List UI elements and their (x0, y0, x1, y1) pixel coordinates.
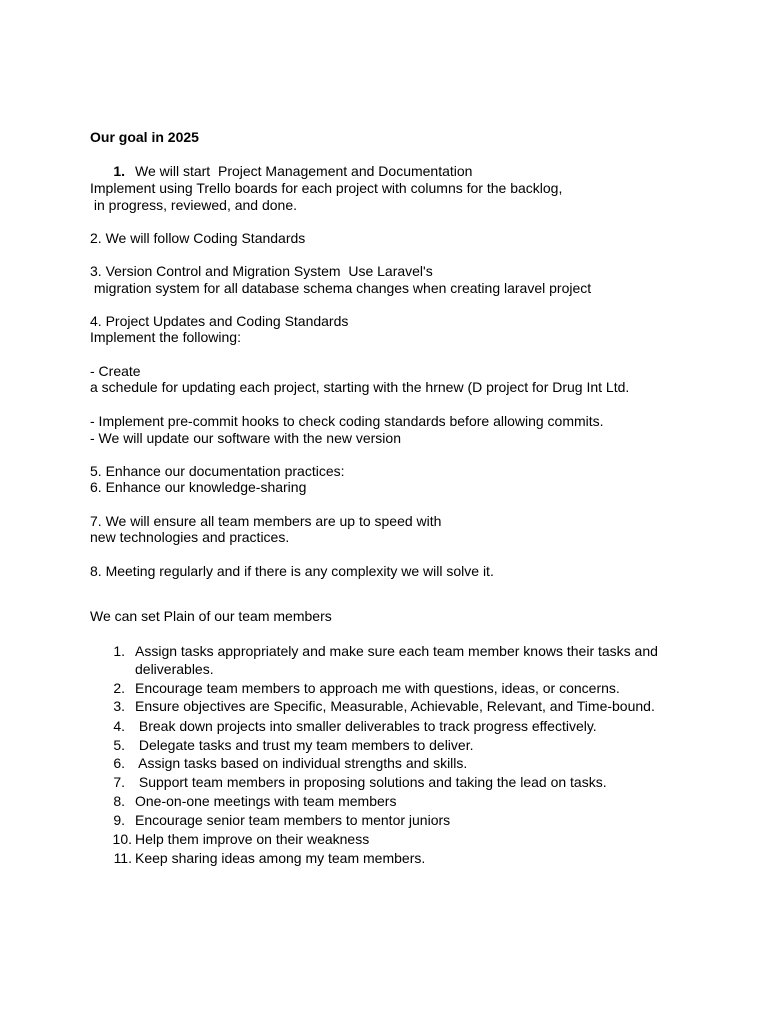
team-item-7: Support team members in proposing solutions and taking the lead on tasks. (135, 774, 607, 790)
goal-7-line-1: 7. We will ensure all team members are up to speed with (90, 513, 442, 529)
goal-4-bullet-1-line-1: - Create (90, 363, 141, 379)
team-item-10: Help them improve on their weakness (135, 831, 370, 847)
goal-1-number: 1. (113, 163, 125, 179)
goal-1-title: We will start Project Management and Documentation (135, 163, 473, 179)
team-item-6-number: 6. (113, 755, 125, 771)
team-item-2-number: 2. (113, 680, 125, 696)
goal-7-line-2: new technologies and practices. (90, 529, 290, 545)
goal-6: 6. Enhance our knowledge-sharing (90, 479, 307, 495)
goal-4-bullet-2: - Implement pre-commit hooks to check coding standards before allowing commits. (90, 413, 604, 429)
goal-1-line-1: Implement using Trello boards for each project with columns for the backlog, (90, 180, 563, 196)
team-item-1-line-2: deliverables. (135, 661, 214, 677)
team-item-11-number: 11. (113, 850, 132, 866)
goal-2: 2. We will follow Coding Standards (90, 230, 306, 246)
goal-1-line-2: in progress, reviewed, and done. (90, 197, 298, 213)
goal-4-line-1: 4. Project Updates and Coding Standards (90, 313, 349, 329)
team-item-1-number: 1. (113, 643, 125, 659)
team-item-9: Encourage senior team members to mentor juniors (135, 812, 451, 828)
goal-4-bullet-3: - We will update our software with the new version (90, 430, 401, 446)
team-item-4-number: 4. (113, 718, 125, 734)
document-heading: Our goal in 2025 (90, 129, 199, 145)
goal-3-line-2: migration system for all database schema changes when creating laravel project (90, 280, 592, 296)
team-item-9-number: 9. (113, 812, 125, 828)
goal-4-line-2: Implement the following: (90, 329, 241, 345)
goal-3-line-1: 3. Version Control and Migration System Use Laravel's (90, 263, 433, 279)
team-item-2: Encourage team members to approach me with questions, ideas, or concerns. (135, 680, 620, 696)
team-item-5: Delegate tasks and trust my team members to deliver. (135, 737, 474, 753)
team-item-4: Break down projects into smaller deliverables to track progress effectively. (135, 718, 597, 734)
team-item-3-number: 3. (113, 698, 125, 714)
team-item-8: One-on-one meetings with team members (135, 793, 397, 809)
goal-8: 8. Meeting regularly and if there is any complexity we will solve it. (90, 563, 494, 579)
goal-4-bullet-1-line-2: a schedule for updating each project, starting with the hrnew (D project for Drug Int Ltd. (90, 379, 630, 395)
team-item-10-number: 10. (112, 831, 132, 847)
team-item-6: Assign tasks based on individual strengths and skills. (135, 755, 468, 771)
team-item-5-number: 5. (113, 737, 125, 753)
team-item-3: Ensure objectives are Specific, Measurable, Achievable, Relevant, and Time-bound. (135, 698, 655, 714)
goal-5: 5. Enhance our documentation practices: (90, 463, 345, 479)
team-item-1-line-1: Assign tasks appropriately and make sure each team member knows their tasks and (135, 643, 658, 659)
team-item-7-number: 7. (113, 774, 125, 790)
team-intro: We can set Plain of our team members (90, 608, 332, 624)
team-item-8-number: 8. (113, 793, 125, 809)
team-item-11: Keep sharing ideas among my team members. (135, 850, 426, 866)
